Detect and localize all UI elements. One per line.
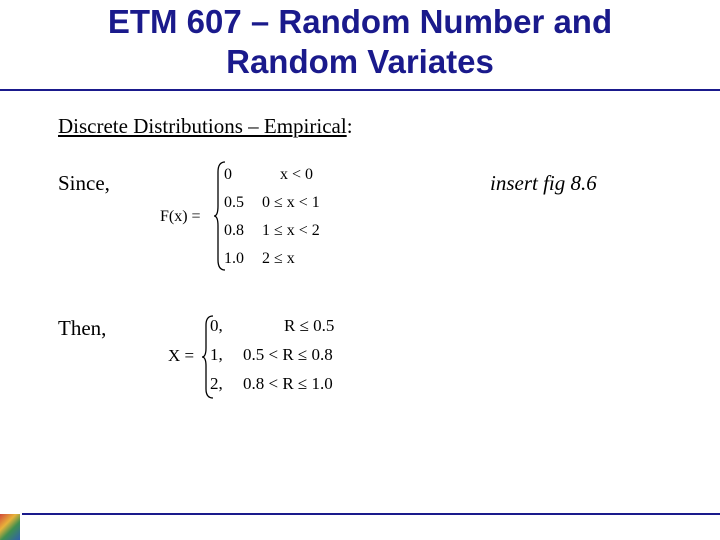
cdf-case-condition: x < 0 — [280, 166, 314, 183]
university-logo-icon — [0, 514, 20, 540]
section-heading-text: Discrete Distributions – Empirical — [58, 114, 347, 138]
generator-case-value: 2, — [210, 374, 223, 393]
generator-lhs: X = — [168, 346, 195, 365]
generator-case-condition: 0.8 < R ≤ 1.0 — [243, 374, 333, 393]
generator-case-condition: R ≤ 0.5 — [284, 316, 335, 335]
cdf-case-condition: 2 ≤ x — [262, 250, 295, 267]
generator-case-value: 0, — [210, 316, 223, 335]
then-label: Then, — [58, 316, 107, 340]
cdf-case-value: 0.5 — [224, 194, 244, 211]
section-heading-colon: : — [346, 114, 353, 138]
cdf-case-value: 0.8 — [224, 222, 244, 239]
cdf-case-value: 0 — [224, 166, 232, 183]
since-label: Since, — [58, 171, 110, 195]
title-divider — [0, 89, 720, 91]
figure-note: insert fig 8.6 — [490, 171, 597, 195]
footer-divider — [22, 513, 720, 515]
generator-case-value: 1, — [210, 345, 223, 364]
cdf-case-condition: 0 ≤ x < 1 — [262, 194, 320, 211]
generator-case-condition: 0.5 < R ≤ 0.8 — [243, 345, 333, 364]
section-heading — [58, 114, 353, 139]
title-line-2: Random Variates — [226, 43, 494, 80]
slide-title — [0, 2, 720, 82]
cdf-case-value: 1.0 — [224, 250, 244, 267]
title-line-1: ETM 607 – Random Number and — [107, 3, 613, 40]
cdf-case-condition: 1 ≤ x < 2 — [262, 222, 320, 239]
cdf-lhs: F(x) = — [160, 208, 201, 225]
